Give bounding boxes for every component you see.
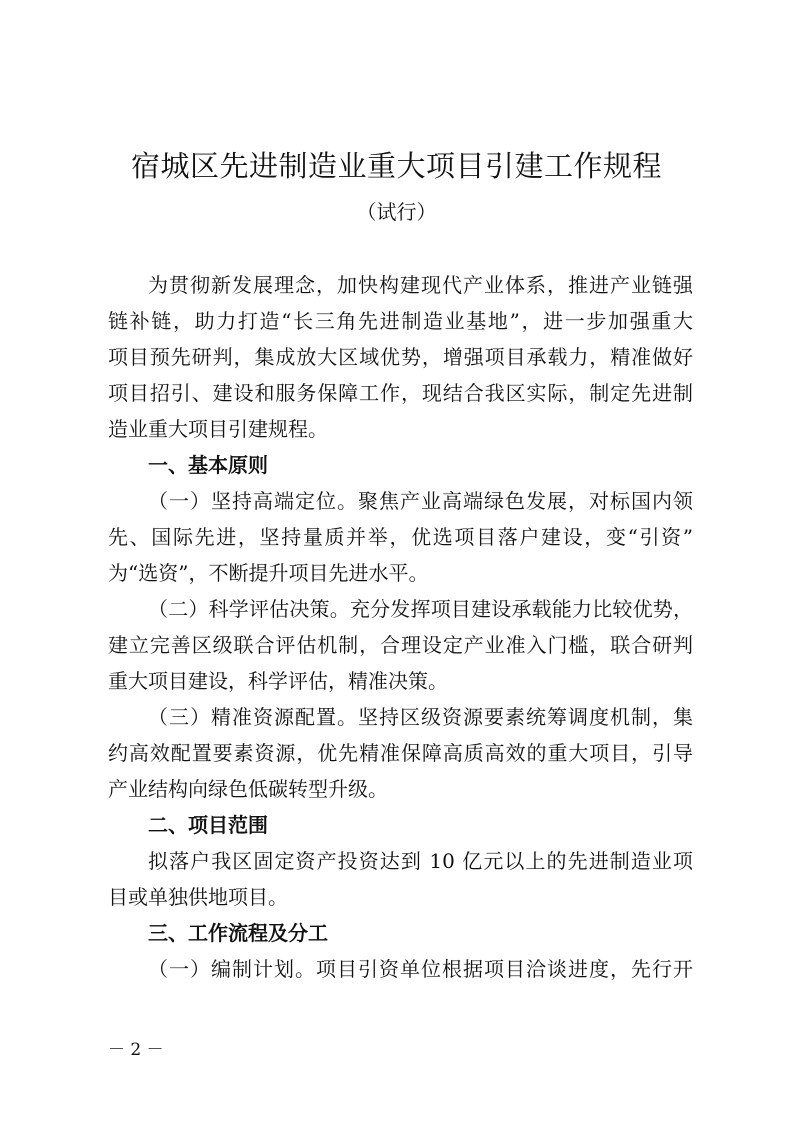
paragraph-line: 目或单独供地项目。 — [108, 885, 288, 909]
section-heading: 一、基本原则 — [148, 453, 268, 477]
paragraph-line: 建立完善区级联合评估机制，合理设定产业准入门槛，联合研判 — [108, 633, 693, 657]
page-number: － 2 － — [108, 1040, 164, 1060]
paragraph-line: 先、国际先进，坚持量质并举，优选项目落户建设，变“引资” — [108, 525, 693, 549]
paragraph-line: （一）坚持高端定位。聚焦产业高端绿色发展，对标国内领 — [148, 489, 693, 513]
intro-line: 项目招引、建设和服务保障工作，现结合我区实际，制定先进制 — [108, 381, 693, 405]
paragraph-line: 为“选资”，不断提升项目先进水平。 — [108, 561, 429, 585]
paragraph-line: 重大项目建设，科学评估，精准决策。 — [108, 669, 448, 693]
intro-line: 造业重大项目引建规程。 — [108, 417, 328, 441]
document-title: 宿城区先进制造业重大项目引建工作规程 — [130, 149, 662, 183]
paragraph-line: （一）编制计划。项目引资单位根据项目洽谈进度，先行开 — [148, 957, 693, 981]
intro-line: 项目预先研判，集成放大区域优势，增强项目承载力，精准做好 — [108, 345, 693, 369]
section-heading: 三、工作流程及分工 — [148, 921, 328, 945]
paragraph-line: （二）科学评估决策。充分发挥项目建设承载能力比较优势， — [148, 597, 693, 621]
intro-line: 为贯彻新发展理念，加快构建现代产业体系，推进产业链强 — [148, 273, 693, 297]
section-heading: 二、项目范围 — [148, 813, 268, 837]
paragraph-line: （三）精准资源配置。坚持区级资源要素统筹调度机制，集 — [148, 705, 693, 729]
paragraph-line: 产业结构向绿色低碳转型升级。 — [108, 777, 388, 801]
document-subtitle: （试行） — [356, 200, 437, 224]
intro-line: 链补链，助力打造“长三角先进制造业基地”，进一步加强重大 — [108, 309, 693, 333]
paragraph-line: 约高效配置要素资源，优先精准保障高质高效的重大项目，引导 — [108, 741, 693, 765]
paragraph-line: 拟落户我区固定资产投资达到 10 亿元以上的先进制造业项 — [148, 849, 693, 873]
